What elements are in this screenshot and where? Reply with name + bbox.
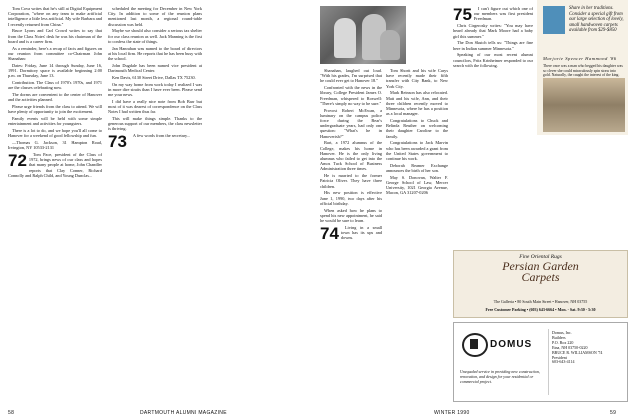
notes-paragraph: May S. Donovan, Walter F. George School of Law, Mercer University, 1021 Georgia Avenue, Macon, GA 31207-0206 bbox=[386, 174, 448, 196]
issue-date: WINTER 1990 bbox=[434, 410, 470, 416]
class-year-72: 72 bbox=[8, 151, 27, 171]
notes-paragraph: Speaking of our most recent alumni councilors, Fritz Krinheimer responded to our search with the following. bbox=[453, 52, 533, 68]
ad-intro: There once was a man who begged his daughter was so clever she could miraculously spin straw into gold. Naturally, the caught the interest of the king. bbox=[543, 64, 623, 78]
ad-rug-image bbox=[543, 6, 565, 34]
carpet-ad-top bbox=[537, 0, 628, 135]
notes-paragraph: Bruce Lyons and Carl Crowd writes to say that from the Class Notes' desk he was his chairman of the board and is a career firm. bbox=[8, 28, 102, 44]
notes-paragraph: scheduled the meeting for December in New York City. In addition to some of the reunion plans mentioned last month, a regional round-table discussion was held. bbox=[108, 6, 202, 27]
ad-title-line2: Carpets bbox=[521, 270, 560, 284]
notes-paragraph: Tom Shortt and his wife Carys have recently made their fifth transfer with City Bank, to New York City. bbox=[386, 68, 448, 89]
notes-paragraph: Please urge friends from the class to attend. We will have plenty of opportunity to join the excitement. bbox=[8, 104, 102, 115]
domus-brand: DOMUS bbox=[490, 339, 533, 350]
column-right-1 bbox=[320, 68, 382, 408]
class-year-73: 73 bbox=[108, 132, 127, 152]
notes-paragraph: Deborah Reamer Exchange announces the birth of her son. bbox=[386, 162, 448, 174]
notes-paragraph: Ken Davis, 6130 Street Drive, Dallas TX 75230. bbox=[112, 74, 196, 80]
notes-paragraph: Jan Hanrahan was named to the board of directors at his local firm. He reports that he has been busy with the school. bbox=[108, 45, 202, 62]
notes-paragraph: Tom Cova writes that he's still at Digital Equipment Corporation, "where on any team to make artificial intelligence a little less artificial. My wife Barbara and I recently returned from China." bbox=[8, 6, 102, 27]
column-left-1 bbox=[8, 6, 102, 408]
right-page bbox=[314, 0, 628, 420]
notes-paragraph: He is married to the former Patricia Oliver. They have three children. bbox=[320, 173, 382, 189]
domus-ad bbox=[453, 322, 628, 402]
class-lead-72: Tom Pace, president of the Class of 1972, brings news of our class and hopes that many people at home, John Chandler reports that Clay Conner, Richard Connolly and Ralph Child, and Young Dunclas... bbox=[8, 152, 102, 178]
notes-paragraph: Bart, a 1972 alumnus of the College, makes his home in Hanover. He is the only living alumnus who failed to get into the Amos Tuck School of Business Administration three times. bbox=[320, 140, 382, 172]
class-lead-74: Living in a small town has its ups and downs. bbox=[340, 224, 382, 241]
ad-pre-title: Fine Oriental Rugs bbox=[519, 254, 562, 260]
column-left-3 bbox=[208, 6, 308, 408]
page-number-left: 58 bbox=[8, 410, 15, 416]
notes-paragraph: I did have a really nice note from Bob Barr but most of it was dearest of correspondence on the Class Notes I had written thus far. bbox=[108, 98, 202, 115]
persian-garden-ad bbox=[453, 250, 628, 318]
domus-tagline: Unequaled service in providing new construction, renovation, and design for your residential or commercial project. bbox=[460, 369, 540, 384]
class-notes-1973 bbox=[108, 6, 202, 132]
notes-paragraph: Congratulations to Chuck and Belinda Reuther on welcoming their daughter Caroline to the family. bbox=[386, 118, 448, 139]
notes-paragraph: Shanahan, laughed out loud. "With his grades, I'm surprised that he could ever get to Hanover 18." bbox=[320, 68, 382, 84]
class-lead-75: I can't figure out which one of our members was first president Freedman. bbox=[473, 6, 533, 22]
class-notes-1974 bbox=[320, 68, 382, 223]
column-left-2 bbox=[108, 6, 202, 408]
class-notes-1972 bbox=[8, 6, 102, 138]
notes-paragraph: The dorms are convenient to the center of Hanover and the activities planned. bbox=[8, 92, 102, 103]
notes-paragraph: Maybe we should also consider a serious tax shelter for our class reunion as well. Jack Manning is the first to confess the state of things. bbox=[108, 28, 202, 44]
notes-paragraph: This will make things simple. Thanks to the generous support of our members, the class newsletter is thriving. bbox=[108, 116, 202, 132]
ad-photo bbox=[543, 78, 625, 132]
domus-contact: Domus, Inc. Builders P.O. Box 220 Etna, NH 03750-0220 BRUCE R. WILLIAMSON '74 President 603-643-4114 bbox=[552, 330, 603, 365]
ad-tagline: Share in her traditions. Consider a special gift from our large selection of lovely, small handwoven carpets available from $29-$850 bbox=[569, 6, 624, 34]
notes-paragraph: When asked how he plans to spend his new appointment, he said he would be sure to learn. bbox=[320, 207, 382, 224]
divider bbox=[548, 329, 549, 395]
notes-paragraph: Congratulations to Jack Marvin who has been awarded a grant from the United States government to continue his work. bbox=[386, 140, 448, 162]
class-year-75: 75 bbox=[453, 6, 472, 24]
notes-paragraph: Chris Cirgerosky writes: "You may have heard already that Mark Moore had a baby girl this summer." bbox=[453, 23, 533, 39]
class-photo bbox=[320, 6, 406, 64]
ad-address: The Galleria • 80 South Main Street • Hanover, NH 03755 bbox=[493, 299, 588, 304]
notes-paragraph: Provost Robert McEwan, a luminary on the campus police force during the Bear's undergraduate years, had only one question: "What's he in Hanoverish?" bbox=[320, 107, 382, 139]
notes-paragraph: Confronted with the news in the library, College President James O. Freedman, whispered to Roswell: "There's simply no way to be sure." bbox=[320, 85, 382, 106]
notes-paragraph: Family events will be held with some simple entertainment and activities for youngsters. bbox=[8, 116, 102, 127]
magazine-title: DARTMOUTH ALUMNI MAGAZINE bbox=[140, 410, 227, 416]
page-number-right: 59 bbox=[610, 410, 617, 416]
column-right-2 bbox=[386, 68, 448, 408]
notes-paragraph: The Don Skutch tells us: "Things are fine here in Indian summer Minnesota." bbox=[453, 40, 533, 51]
notes-paragraph: As a reminder, here's a recap of facts and figures on our reunion from committee co-Chairman John Shanahan: bbox=[8, 45, 102, 62]
notes-paragraph: There is a lot to do, and we hope you'll all come to Hanover for a weekend of good fellowship and fun. bbox=[8, 128, 102, 139]
column-right-3 bbox=[453, 6, 533, 246]
notes-paragraph: Dates: Friday, June 14 through Sunday, June 16, 1991. Dormitory space is available beginning 2:00 p.m. on Thursday, June 13. bbox=[8, 62, 102, 79]
notes-paragraph: Mark Reinson has also relocated. Matt and his wife, Ann, and their three children recently moved to Minnesota, where he has a position as a local manager. bbox=[386, 90, 448, 117]
notes-paragraph: Contribution. The Class of 1970's 1970s, and 1971 are the classes celebrating now. bbox=[8, 80, 102, 91]
domus-logo-mark-icon bbox=[470, 339, 478, 349]
ad-signature: Marjorie Spencer Hammond '86 bbox=[543, 56, 617, 61]
class-year-74: 74 bbox=[320, 223, 339, 243]
notes-paragraph: John Dugdale has been named vice president at Dartmouth Medical Center. bbox=[108, 62, 202, 74]
class-lead-73: A few words from the secretary... bbox=[132, 133, 191, 139]
signoff: —Thomas G. Jackson, 31 Hampton Road, Irvington, NY 10533-2131 bbox=[8, 140, 102, 151]
notes-paragraph: On my way home from work today I realized I was in more dire straits than I have ever been. Please send me your news. bbox=[108, 81, 202, 98]
ad-phone: Free Customer Parking • (603) 643-6664 • Mon. - Sat. 9:30 - 5:30 bbox=[485, 307, 596, 312]
class-notes-1975 bbox=[386, 68, 448, 196]
notes-paragraph: His new position is effective June 1, 1990, two days after his official birthday. bbox=[320, 190, 382, 206]
class-notes-1975-more bbox=[453, 23, 533, 68]
ad-title-line1: Persian Garden bbox=[502, 259, 579, 273]
